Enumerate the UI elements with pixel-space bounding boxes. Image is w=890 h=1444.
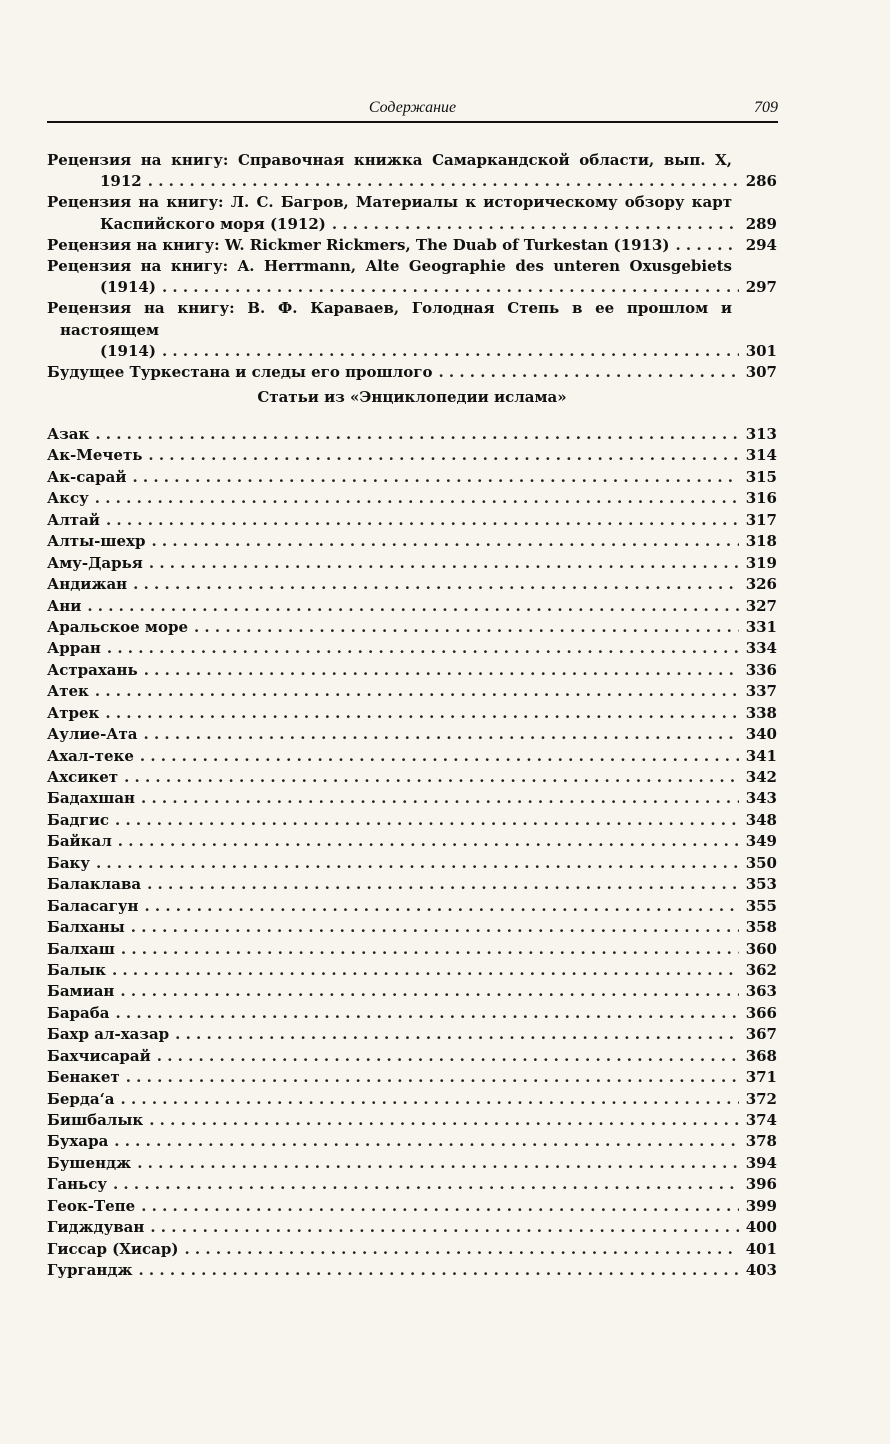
article-title: Атрек — [47, 703, 100, 722]
article-title: Аральское море — [47, 617, 188, 636]
article-entry — [47, 617, 777, 638]
dot-leader — [105, 703, 739, 724]
article-page-number: 348 — [745, 810, 777, 829]
article-page-number: 403 — [745, 1261, 777, 1280]
dot-leader — [95, 681, 739, 702]
article-page-number: 355 — [745, 896, 777, 915]
review-entry — [47, 298, 777, 362]
article-entry — [47, 724, 777, 745]
section-heading: Статьи из «Энциклопедии ислама» — [257, 388, 567, 406]
review-title-line — [47, 235, 777, 256]
reviews-list — [47, 150, 777, 383]
article-title: Балхаш — [47, 939, 115, 958]
dot-leader — [148, 445, 739, 466]
article-page-number: 396 — [745, 1175, 777, 1194]
article-page-number: 372 — [745, 1089, 777, 1108]
dot-leader — [438, 362, 739, 383]
article-page-number: 399 — [745, 1196, 777, 1215]
article-entry — [47, 1046, 777, 1067]
article-entry — [47, 1239, 777, 1260]
review-continuation-line — [47, 214, 777, 235]
article-entry — [47, 660, 777, 681]
running-head-title: Содержание — [368, 99, 457, 116]
article-page-number: 366 — [745, 1003, 777, 1022]
review-page-number: 301 — [745, 341, 777, 360]
article-title: Балханы — [47, 918, 125, 937]
article-entry — [47, 960, 777, 981]
dot-leader — [175, 1024, 739, 1045]
article-page-number: 367 — [745, 1025, 777, 1044]
article-page-number: 326 — [745, 575, 777, 594]
dot-leader — [149, 553, 739, 574]
article-title: Баку — [47, 853, 90, 872]
article-entry — [47, 831, 777, 852]
article-entry — [47, 939, 777, 960]
article-entry — [47, 1196, 777, 1217]
article-title: Ак-Мечеть — [47, 446, 143, 465]
review-title-end: Каспийского моря (1912) — [100, 214, 326, 233]
article-page-number: 318 — [745, 532, 777, 551]
article-entry — [47, 574, 777, 595]
dot-leader — [675, 235, 739, 256]
dot-leader — [115, 1003, 739, 1024]
dot-leader — [149, 1110, 739, 1131]
article-entry — [47, 981, 777, 1002]
article-entry — [47, 1217, 777, 1238]
article-entry — [47, 874, 777, 895]
article-title: Балаклава — [47, 875, 142, 894]
dot-leader — [121, 1089, 739, 1110]
article-page-number: 314 — [745, 446, 777, 465]
dot-leader — [141, 1196, 739, 1217]
review-title: Будущее Туркестана и следы его прошлого — [47, 363, 433, 382]
article-entry — [47, 681, 777, 702]
article-page-number: 327 — [745, 596, 777, 615]
article-page-number: 342 — [745, 768, 777, 786]
article-entry — [47, 810, 777, 831]
article-page-number: 360 — [745, 939, 777, 958]
dot-leader — [96, 853, 739, 874]
dot-leader — [162, 277, 739, 298]
dot-leader — [162, 341, 739, 362]
article-title: Бахчисарай — [47, 1046, 151, 1065]
article-title: Гиссар (Хисар) — [47, 1239, 179, 1258]
review-title-line: Рецензия на книгу: A. Herrmann, Alte Geographie des unteren Oxusgebiets — [47, 257, 732, 276]
article-entry — [47, 896, 777, 917]
article-entry — [47, 596, 777, 617]
article-title: Андижан — [47, 575, 128, 594]
article-title: Арран — [47, 639, 101, 658]
review-entry — [47, 192, 777, 234]
dot-leader — [115, 810, 739, 831]
dot-leader — [144, 660, 739, 681]
article-title: Бараба — [47, 1003, 110, 1022]
review-page-number: 286 — [745, 172, 777, 191]
review-continuation-line — [47, 277, 777, 298]
review-title-end: (1914) — [100, 278, 156, 297]
article-page-number: 349 — [745, 832, 777, 851]
article-page-number: 319 — [745, 553, 777, 572]
dot-leader — [131, 917, 739, 938]
review-page-number: 297 — [745, 278, 777, 297]
article-title: Ахал-теке — [47, 746, 134, 765]
article-page-number: 341 — [745, 746, 777, 765]
review-title-line: Рецензия на книгу: Справочная книжка Самаркандской области, вып. X, — [47, 151, 732, 169]
article-page-number: 334 — [745, 639, 777, 658]
review-title: Рецензия на книгу: W. Rickmer Rickmers, The Duab of Turkestan (1913) — [47, 235, 670, 254]
review-title-line — [47, 362, 777, 383]
article-title: Геок-Тепе — [47, 1196, 136, 1215]
article-title: Бушендж — [47, 1153, 132, 1172]
article-page-number: 394 — [745, 1153, 777, 1172]
article-page-number: 340 — [745, 725, 777, 744]
article-page-number: 353 — [745, 875, 777, 894]
article-page-number: 400 — [745, 1218, 777, 1237]
article-entry — [47, 1260, 777, 1281]
review-entry — [47, 256, 777, 298]
review-title-line: Рецензия на книгу: Л. С. Багров, Материалы к историческому обзору карт — [47, 193, 732, 212]
article-page-number: 315 — [745, 467, 777, 486]
dot-leader — [150, 1217, 739, 1238]
article-entry — [47, 1089, 777, 1110]
dot-leader — [194, 617, 739, 638]
article-title: Аму-Дарья — [47, 553, 143, 572]
article-entry — [47, 767, 777, 788]
dot-leader — [133, 574, 739, 595]
article-title: Ганьсу — [47, 1175, 107, 1194]
article-title: Бадахшан — [47, 789, 136, 808]
article-entry — [47, 531, 777, 552]
dot-leader — [132, 467, 739, 488]
article-title: Байкал — [47, 832, 112, 851]
review-title-end: (1914) — [100, 341, 156, 360]
dot-leader — [151, 531, 739, 552]
article-title: Гидждуван — [47, 1218, 145, 1237]
article-page-number: 350 — [745, 853, 777, 872]
article-page-number: 343 — [745, 789, 777, 808]
article-entry — [47, 1131, 777, 1152]
dot-leader — [114, 1131, 739, 1152]
review-page-number: 307 — [745, 363, 777, 382]
dot-leader — [138, 1260, 739, 1281]
article-page-number: 338 — [745, 703, 777, 722]
review-page-number: 294 — [745, 235, 777, 254]
running-head — [47, 99, 778, 123]
article-page-number: 368 — [745, 1046, 777, 1065]
dot-leader — [157, 1046, 739, 1067]
article-entry — [47, 917, 777, 938]
article-entry — [47, 1153, 777, 1174]
article-title: Баласагун — [47, 896, 139, 915]
article-entry — [47, 788, 777, 809]
article-title: Ахсикет — [47, 768, 119, 786]
review-title-end: 1912 — [100, 172, 142, 191]
article-page-number: 363 — [745, 982, 777, 1001]
article-page-number: 374 — [745, 1111, 777, 1129]
dot-leader — [184, 1239, 739, 1260]
dot-leader — [95, 488, 739, 509]
article-page-number: 336 — [745, 660, 777, 679]
article-page-number: 313 — [745, 425, 777, 443]
dot-leader — [124, 767, 739, 788]
article-entry — [47, 1024, 777, 1045]
article-title: Гургандж — [47, 1261, 133, 1280]
review-entry — [47, 362, 777, 383]
article-entry — [47, 703, 777, 724]
article-title: Балык — [47, 960, 106, 979]
article-title: Бишбалык — [47, 1111, 144, 1129]
article-page-number: 317 — [745, 510, 777, 529]
articles-list — [47, 424, 777, 1282]
article-entry — [47, 638, 777, 659]
dot-leader — [332, 214, 739, 235]
dot-leader — [87, 596, 739, 617]
review-title-line: Рецензия на книгу: В. Ф. Караваев, Голодная Степь в ее прошлом и настоящем — [47, 299, 732, 339]
article-entry — [47, 1174, 777, 1195]
review-entry — [47, 150, 777, 192]
article-page-number: 331 — [745, 617, 777, 636]
review-continuation-line — [47, 341, 777, 362]
dot-leader — [144, 724, 739, 745]
dot-leader — [121, 939, 739, 960]
article-entry — [47, 424, 777, 445]
article-title: Ани — [47, 596, 82, 615]
article-title: Аксу — [47, 489, 89, 508]
article-page-number: 371 — [745, 1068, 777, 1087]
dot-leader — [126, 1067, 739, 1088]
article-title: Азак — [47, 425, 90, 443]
dot-leader — [141, 788, 739, 809]
article-title: Бамиан — [47, 982, 115, 1001]
dot-leader — [95, 424, 739, 445]
article-title: Бадгис — [47, 810, 109, 829]
article-title: Берда‘а — [47, 1089, 115, 1108]
dot-leader — [113, 1174, 739, 1195]
article-entry — [47, 746, 777, 767]
dot-leader — [147, 874, 739, 895]
article-title: Алты-шехр — [47, 532, 146, 551]
page-number: 709 — [754, 99, 778, 116]
article-page-number: 362 — [745, 960, 777, 979]
article-entry — [47, 488, 777, 509]
article-entry — [47, 553, 777, 574]
article-title: Аулие-Ата — [47, 725, 138, 744]
article-page-number: 337 — [745, 682, 777, 701]
dot-leader — [148, 171, 739, 192]
article-entry — [47, 445, 777, 466]
dot-leader — [106, 510, 739, 531]
article-title: Астрахань — [47, 660, 138, 679]
article-page-number: 378 — [745, 1132, 777, 1151]
article-title: Бухара — [47, 1132, 109, 1151]
dot-leader — [144, 896, 739, 917]
article-page-number: 316 — [745, 489, 777, 508]
article-entry — [47, 467, 777, 488]
dot-leader — [137, 1153, 739, 1174]
review-entry — [47, 235, 777, 256]
article-page-number: 358 — [745, 918, 777, 937]
article-entry — [47, 853, 777, 874]
article-entry — [47, 1110, 777, 1131]
review-continuation-line — [47, 171, 777, 192]
dot-leader — [120, 981, 739, 1002]
article-title: Ак-сарай — [47, 467, 127, 486]
article-title: Бахр ал-хазар — [47, 1025, 170, 1044]
article-title: Бенакет — [47, 1068, 120, 1087]
article-page-number: 401 — [745, 1239, 777, 1258]
article-entry — [47, 1003, 777, 1024]
article-entry — [47, 510, 777, 531]
dot-leader — [107, 638, 739, 659]
dot-leader — [112, 960, 739, 981]
dot-leader — [118, 831, 739, 852]
article-title: Атек — [47, 682, 89, 701]
dot-leader — [140, 746, 739, 767]
article-entry — [47, 1067, 777, 1088]
article-title: Алтай — [47, 510, 100, 529]
review-page-number: 289 — [745, 214, 777, 233]
